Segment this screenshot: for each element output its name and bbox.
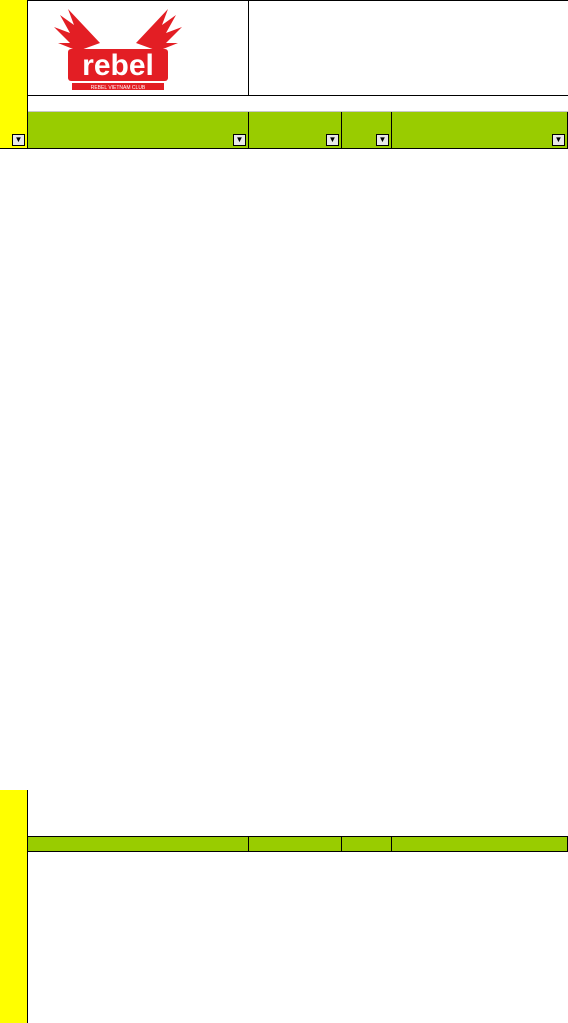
- filter-dropdown-icon[interactable]: ▼: [376, 134, 389, 146]
- filter-dropdown-icon[interactable]: ▼: [12, 134, 25, 146]
- filter-dropdown-icon[interactable]: ▼: [326, 134, 339, 146]
- rebel-logo: [48, 5, 188, 95]
- summary-index-column: [0, 790, 28, 1023]
- header-nick[interactable]: [249, 112, 342, 149]
- filter-dropdown-icon[interactable]: ▼: [552, 134, 565, 146]
- spacer-row: [28, 96, 568, 112]
- index-column-top: [0, 0, 28, 112]
- logo-cell: [28, 0, 249, 96]
- logo-subtext: REBEL VIETNAM CLUB: [90, 85, 146, 91]
- header-note[interactable]: [392, 112, 568, 149]
- header-index[interactable]: [0, 112, 28, 149]
- header-size[interactable]: [342, 112, 392, 149]
- summary-header-row: [0, 836, 568, 852]
- logo-text: rebel: [82, 49, 154, 82]
- table-header-row: [0, 112, 568, 149]
- header-name[interactable]: [28, 112, 249, 149]
- summary-header-content: [28, 836, 249, 852]
- title-cell: [249, 0, 568, 96]
- summary-header-note: [392, 836, 568, 852]
- summary-header-qty: [249, 836, 342, 852]
- summary-header-blank: [342, 836, 392, 852]
- filter-dropdown-icon[interactable]: ▼: [233, 134, 246, 146]
